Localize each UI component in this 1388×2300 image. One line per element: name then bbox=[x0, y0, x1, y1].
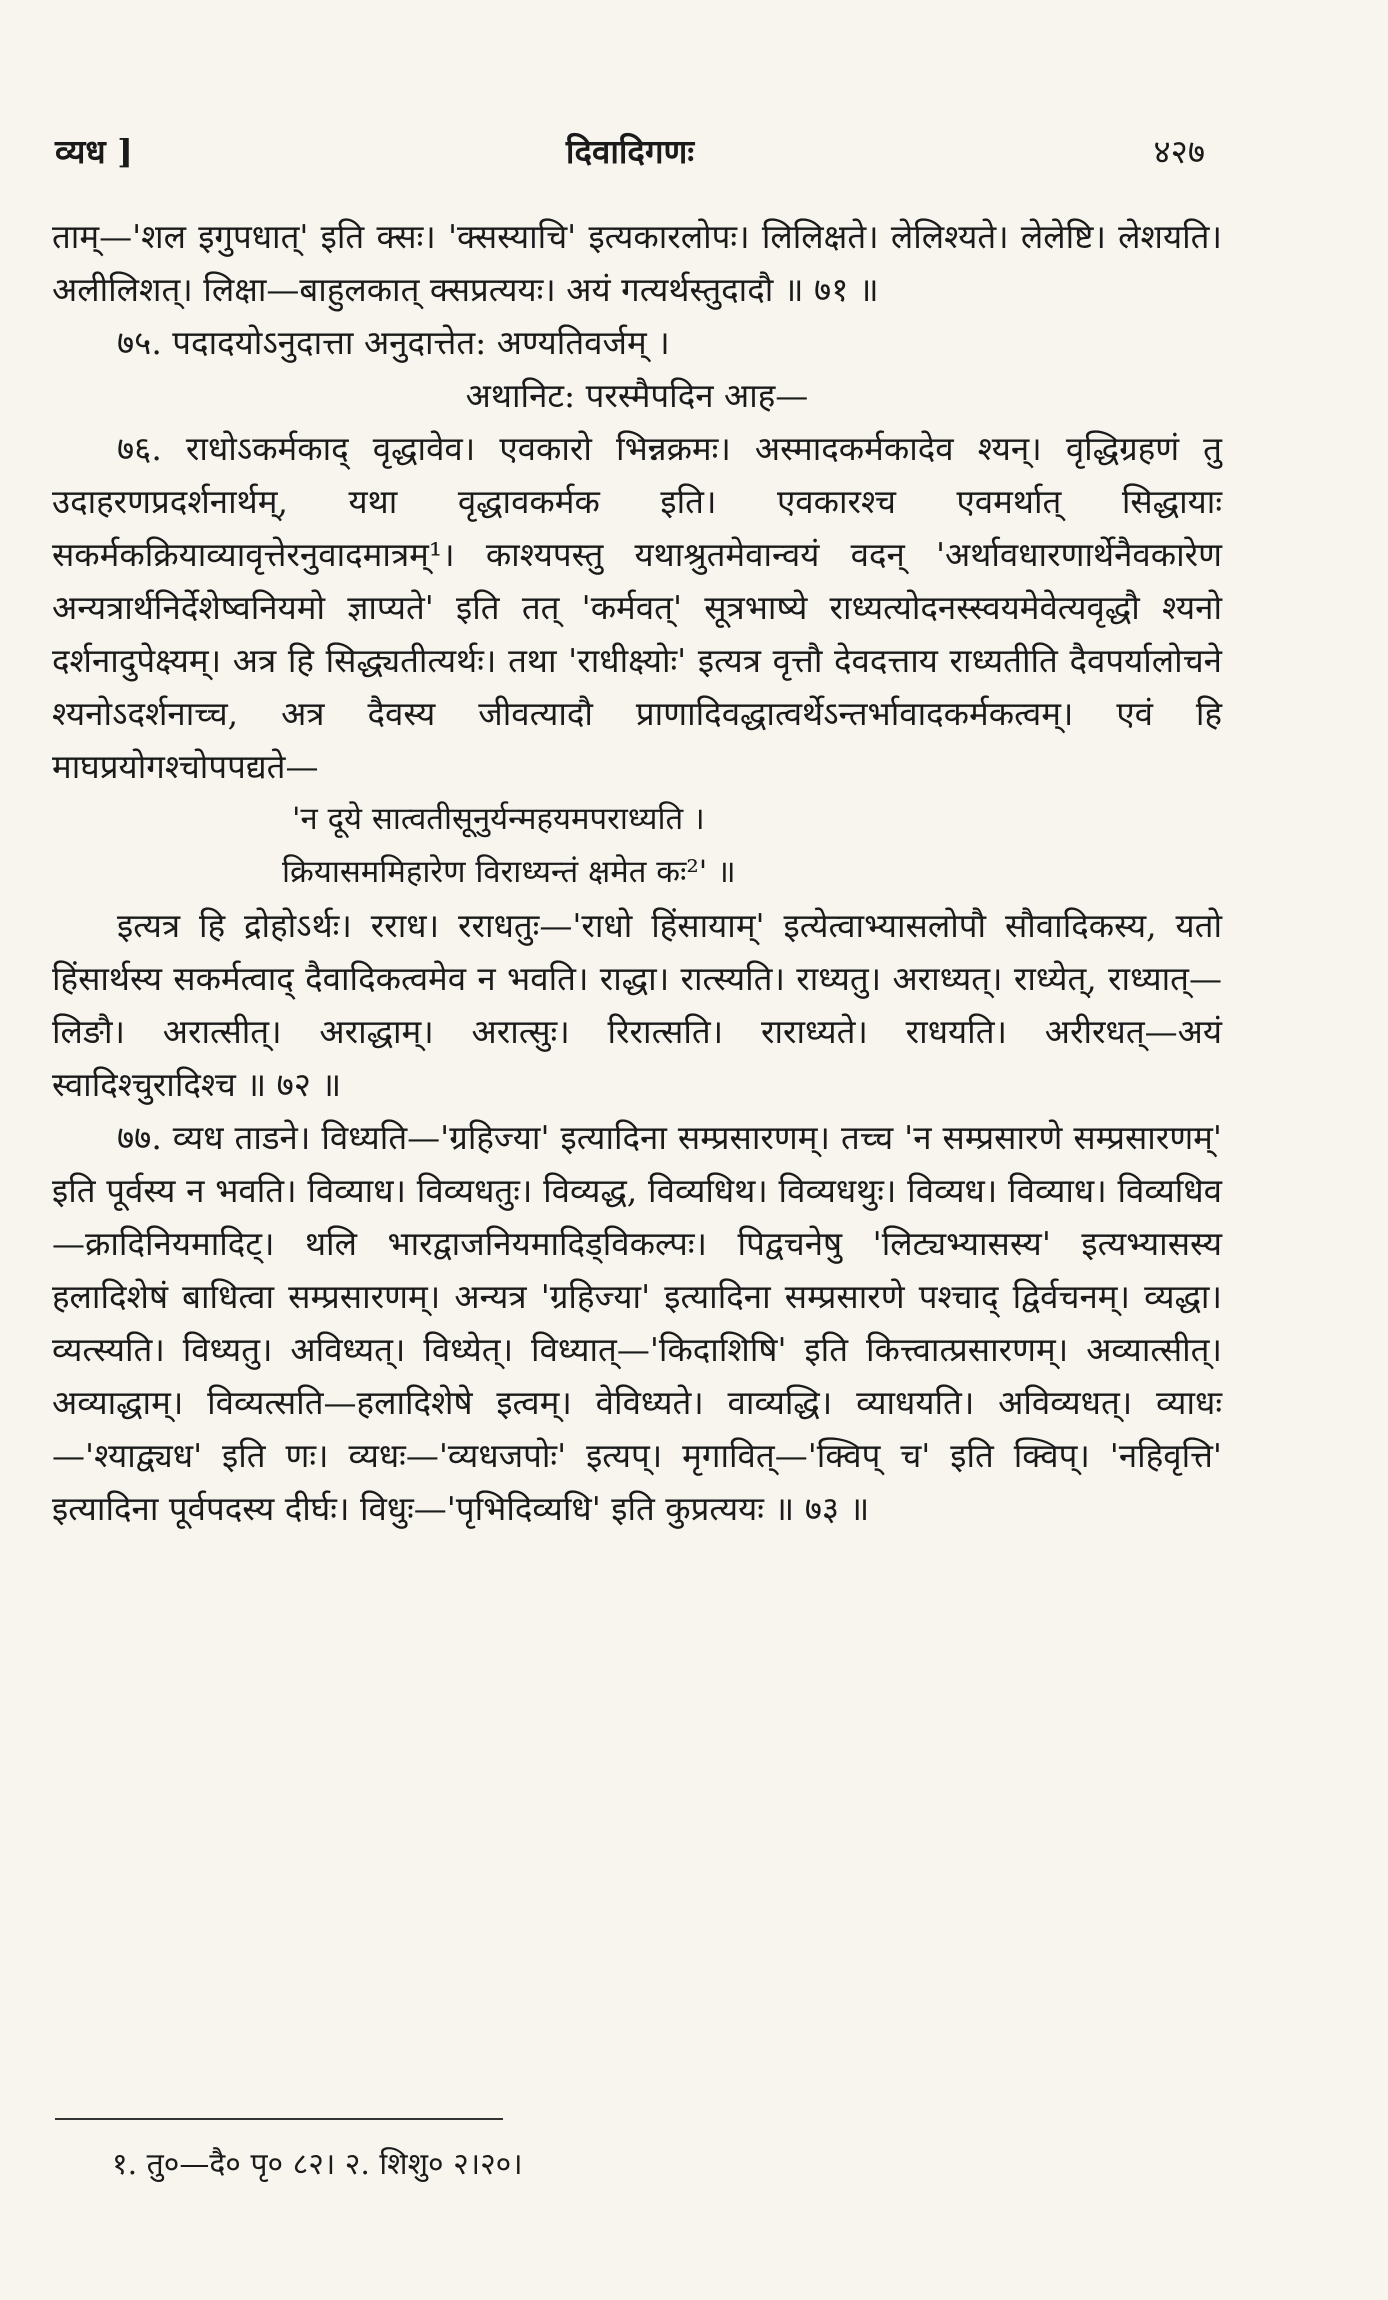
running-header bbox=[55, 128, 1205, 178]
paragraph-after-verse: इत्यत्र हि द्रोहोऽर्थः। रराध। रराधतुः—'राधो हिंसायाम्' इत्येत्वाभ्यासलोपौ सौवादिकस्य, यतो हिंसार्थस्य सकर्मत्वाद् दैवादिकत्वमेव न भवति। राद्धा। रात्स्यति। राध्यतु। अराध्यत्। राध्येत्, राध्यात्—लिङौ। अरात्सीत्। अराद्धाम्। अरात्सुः। रिरात्सति। राराध्यते। राधयति। अरीरधत्—अयं स्वादिश्चुरादिश्च ॥ ७२ ॥ bbox=[52, 906, 1222, 1104]
header-left: व्यध ] bbox=[55, 132, 133, 171]
footnote-rule bbox=[55, 2118, 503, 2120]
page-number: ४२७ bbox=[1153, 132, 1205, 171]
footnotes: १. तु०—दै० पृ० ८२। २. शिशु० २।२०। bbox=[112, 2147, 523, 2182]
sutra-77: ७७. व्यध ताडने। विध्यति—'ग्रहिज्या' इत्यादिना सम्प्रसारणम्। तच्च 'न सम्प्रसारणे सम्प्रसारणम्' इति पूर्वस्य न भवति। विव्याध। विव्यधतुः। विव्यद्ध, विव्यधिथ। विव्यधथुः। विव्यध। विव्याध। विव्यधिव—क्रादिनियमादिट्। थलि भारद्वाजनियमादिड्विकल्पः। पिद्वचनेषु 'लिट्यभ्यासस्य' इत्यभ्यासस्य हलादिशेषं बाधित्वा सम्प्रसारणम्। अन्यत्र 'ग्रहिज्या' इत्यादिना सम्प्रसारणे पश्चाद् द्विर्वचनम्। व्यद्धा। व्यत्स्यति। विध्यतु। अविध्यत्। विध्येत्। विध्यात्—'किदाशिषि' इति कित्त्वात्प्रसारणम्। अव्यात्सीत्। अव्याद्धाम्। विव्यत्सति—हलादिशेषे इत्वम्। वेविध्यते। वाव्यद्धि। व्याधयति। अविव्यधत्। व्याधः—'श्याद्व्यध' इति णः। व्यधः—'व्यधजपोः' इत्यप्। मृगावित्—'क्विप् च' इति क्विप्। 'नहिवृत्ति' इत्यादिना पूर्वपदस्य दीर्घः। विधुः—'पृभिदिव्यधि' इति कुप्रत्ययः ॥ ७३ ॥ bbox=[52, 1118, 1222, 1528]
verse-line-2: क्रियासममिहारेण विराध्यन्तं क्षमेत कः²' ॥ bbox=[282, 854, 736, 890]
page-body bbox=[52, 210, 1222, 1535]
sutra-75: ७५. पदादयोऽनुदात्ता अनुदात्तेत: अण्यतिवर्जम् । bbox=[117, 323, 670, 362]
sutra-76: ७६. राधोऽकर्मकाद् वृद्धावेव। एवकारो भिन्नक्रमः। अस्मादकर्मकादेव श्यन्। वृद्धिग्रहणं तु उदाहरणप्रदर्शनार्थम्, यथा वृद्धावकर्मक इति। एवकारश्च एवमर्थात् सिद्धायाः सकर्मकक्रियाव्यावृत्तेरनुवादमात्रम्¹। काश्यपस्तु यथाश्रुतमेवान्वयं वदन् 'अर्थावधारणार्थेनैवकारेण अन्यत्रार्थनिर्देशेष्वनियमो ज्ञाप्यते' इति तत् 'कर्मवत्' सूत्रभाष्ये राध्यत्योदनस्स्वयमेवेत्यवृद्धौ श्यनो दर्शनादुपेक्ष्यम्। अत्र हि सिद्ध्यतीत्यर्थः। तथा 'राधीक्ष्योः' इत्यत्र वृत्तौ देवदत्ताय राध्यतीति दैवपर्यालोचने श्यनोऽदर्शनाच्च, अत्र दैवस्य जीवत्यादौ प्राणादिवद्धात्वर्थेऽन्तर्भावादकर्मकत्वम्। एवं हि माघप्रयोगश्चोपपद्यते— bbox=[52, 429, 1222, 786]
verse-line-1: 'न दूये सात्वतीसूनुर्यन्महयमपराध्यति । bbox=[292, 801, 705, 837]
section-heading: अथानिट: परस्मैपदिन आह— bbox=[465, 376, 809, 415]
header-title: दिवादिगणः bbox=[565, 132, 695, 171]
paragraph-1: ताम्—'शल इगुपधात्' इति क्सः। 'क्सस्याचि' इत्यकारलोपः। लिलिक्षते। लेलिश्यते। लेलेष्टि। लेशयति। अलीलिशत्। लिक्षा—बाहुलकात् क्सप्रत्ययः। अयं गत्यर्थस्तुदादौ ॥ ७१ ॥ bbox=[52, 217, 1222, 309]
